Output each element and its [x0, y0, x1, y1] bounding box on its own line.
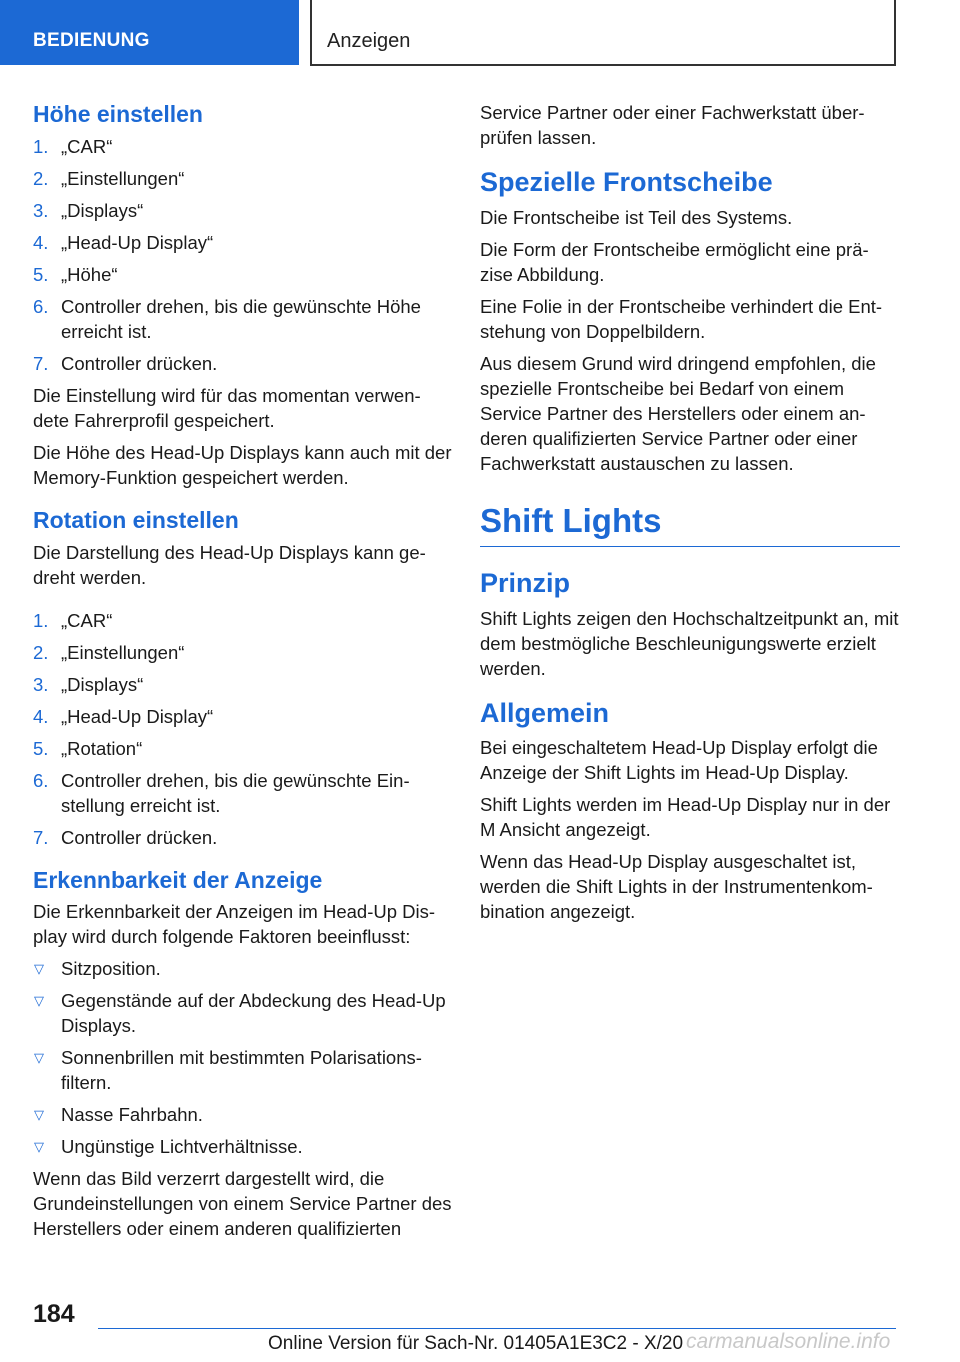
paragraph: Die Höhe des Head-Up Displays kann auch mit der Memory-Funktion gespeichert werden.: [33, 441, 452, 488]
chapter-tab: [310, 0, 896, 66]
list-item: 1. „CAR“: [33, 135, 113, 157]
list-item: ▽ Ungünstige Lichtverhältnisse.: [34, 1136, 303, 1158]
heading-allgemein: Allgemein: [480, 697, 610, 728]
triangle-bullet-icon: ▽: [34, 993, 44, 1009]
list-item: 4. „Head-Up Display“: [33, 231, 214, 253]
list-item: 3. „Displays“: [33, 199, 144, 221]
paragraph: Eine Folie in der Frontscheibe verhindert die Ent-stehung von Doppelbildern.: [480, 295, 883, 342]
list-item: 2. „Einstellungen“: [33, 167, 185, 189]
paragraph: Die Frontscheibe ist Teil des Systems.: [480, 206, 793, 228]
list-item: ▽ Gegenstände auf der Abdeckung des Head-Up Displays.: [34, 990, 446, 1037]
steps-rotation: [33, 608, 453, 850]
page-number: 184: [33, 1300, 75, 1328]
factor-list: [33, 956, 453, 1159]
paragraph: Wenn das Head-Up Display ausgeschaltet ist, werden die Shift Lights in der Instrumentenkom-bination angezeigt.: [480, 851, 873, 923]
paragraph: Shift Lights zeigen den Hochschaltzeitpunkt an, mit dem bestmögliche Beschleunigungswerte erzielt werden.: [480, 607, 899, 679]
section-label: BEDIENUNG: [33, 30, 150, 51]
paragraph: Die Erkennbarkeit der Anzeigen im Head-Up Dis-play wird durch folgende Faktoren beeinflusst:: [33, 901, 436, 948]
list-item: 7. Controller drücken.: [33, 826, 218, 848]
heading-hoehe: Höhe einstellen: [33, 101, 203, 127]
triangle-bullet-icon: ▽: [34, 1107, 44, 1123]
list-item: 6. Controller drehen, bis die gewünschte Höhe erreicht ist.: [33, 295, 421, 342]
list-item: 3. „Displays“: [33, 673, 144, 695]
list-item: 1. „CAR“: [33, 609, 113, 631]
watermark: carmanualsonline.info: [686, 1330, 891, 1353]
list-item: 5. „Höhe“: [33, 263, 118, 285]
list-item: 6. Controller drehen, bis die gewünschte Ein-stellung erreicht ist.: [33, 769, 410, 816]
left-column: [33, 100, 453, 1248]
chapter-label: Anzeigen: [327, 30, 411, 52]
paragraph: Die Form der Frontscheibe ermöglicht eine prä-zise Abbildung.: [480, 238, 869, 285]
paragraph: Die Darstellung des Head-Up Displays kann ge-dreht werden.: [33, 541, 426, 588]
right-column: [480, 100, 900, 931]
list-item: 5. „Rotation“: [33, 737, 143, 759]
paragraph: Service Partner oder einer Fachwerkstatt über-prüfen lassen.: [480, 102, 865, 148]
footer-divider: [98, 1328, 896, 1329]
paragraph: Shift Lights werden im Head-Up Display nur in der M Ansicht angezeigt.: [480, 794, 891, 841]
heading-erkennbarkeit: Erkennbarkeit der Anzeige: [33, 866, 323, 893]
paragraph: Wenn das Bild verzerrt dargestellt wird, die Grundeinstellungen von einem Service Partner des Herstellers oder einem anderen qualifizierten: [33, 1168, 452, 1240]
paragraph: Bei eingeschaltetem Head-Up Display erfolgt die Anzeige der Shift Lights im Head-Up Display.: [480, 737, 878, 784]
footer-text: Online Version für Sach-Nr. 01405A1E3C2 - X/20: [268, 1333, 684, 1354]
list-item: 4. „Head-Up Display“: [33, 705, 214, 727]
paragraph: Die Einstellung wird für das momentan verwen-dete Fahrerprofil gespeichert.: [33, 384, 421, 431]
heading-frontscheibe: Spezielle Frontscheibe: [480, 167, 773, 197]
heading-prinzip: Prinzip: [480, 567, 571, 598]
section-tab: [0, 0, 299, 65]
list-item: 2. „Einstellungen“: [33, 641, 185, 663]
chapter-heading-shift-lights: Shift Lights: [480, 502, 900, 547]
list-item: ▽ Sonnenbrillen mit bestimmten Polarisations-filtern.: [34, 1047, 422, 1094]
steps-hoehe: [33, 134, 453, 376]
heading-rotation: Rotation einstellen: [33, 506, 239, 533]
list-item: ▽ Sitzposition.: [34, 958, 161, 980]
list-item: ▽ Nasse Fahrbahn.: [34, 1104, 203, 1126]
triangle-bullet-icon: ▽: [34, 1139, 44, 1155]
triangle-bullet-icon: ▽: [34, 1050, 44, 1066]
triangle-bullet-icon: ▽: [34, 961, 44, 977]
paragraph: Aus diesem Grund wird dringend empfohlen, die spezielle Frontscheibe bei Bedarf von einem Service Partner des Herstellers oder einem an-deren qualifizierten Service Partner oder einer Fachwerkstatt austauschen zu lassen.: [480, 352, 876, 474]
list-item: 7. Controller drücken.: [33, 352, 218, 374]
